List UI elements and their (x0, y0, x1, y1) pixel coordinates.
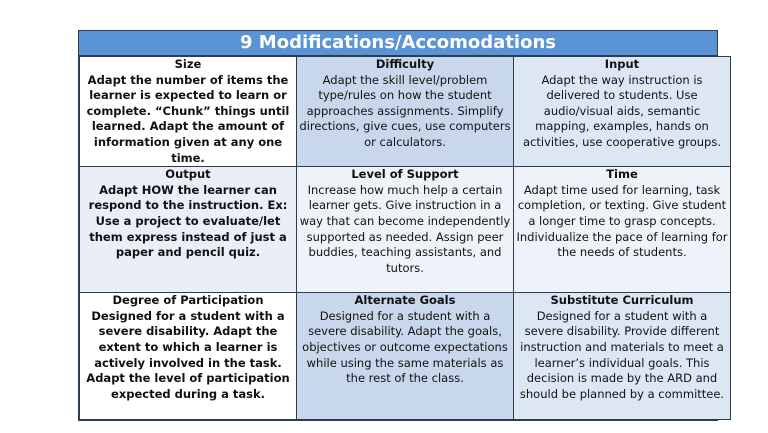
table-row (80, 57, 731, 167)
cell-heading: Difficulty (375, 57, 435, 71)
cell-heading: Time (606, 167, 638, 182)
cell-text: Adapt the skill level/problem type/rules on how the student approaches assignments. Simplify directions, give cues, use computers or calculators. (299, 72, 511, 149)
cell-text: Designed for a student with a severe disability. Adapt the goals, objectives or outcome expectations while using the same materials as the rest of the class. (302, 308, 508, 386)
table-row (80, 167, 731, 293)
cell-text: Adapt time used for learning, task completion, or texting. Give student a longer time to grasp concepts. Individualize the pace of learning for the needs of students. (516, 182, 728, 260)
cell-time (514, 167, 731, 293)
modifications-table (79, 56, 731, 420)
modifications-slide (78, 30, 728, 421)
cell-text: Adapt the way instruction is delivered to students. Use audio/visual aids, semantic mapping, examples, hands on activities, use cooperative groups. (523, 72, 721, 149)
cell-heading: Substitute Curriculum (550, 293, 694, 308)
cell-heading: Input (604, 57, 640, 71)
cell-text: Adapt the number of items the learner is expected to learn or complete. “Chunk” things until learned. Adapt the amount of information given at any one time. (86, 72, 290, 165)
cell-heading: Level of Support (351, 167, 459, 182)
cell-text: Designed for a student with a severe disability. Adapt the extent to which a learner is actively involved in the task. Adapt the level of participation expected during a task. (86, 308, 290, 401)
cell-level-of-support (297, 167, 514, 293)
cell-difficulty (297, 57, 514, 167)
cell-heading: Output (165, 167, 211, 182)
cell-text: Adapt HOW the learner can respond to the instruction. Ex: Use a project to evaluate/let them express instead of just a paper and pencil quiz. (88, 182, 288, 260)
cell-heading: Size (174, 57, 202, 71)
cell-text: Designed for a student with a severe disability. Provide different instruction and materials to meet a learner’s individual goals. This decision is made by the ARD and should be planned by a committee. (519, 308, 725, 401)
cell-alternate-goals (297, 293, 514, 420)
cell-substitute-curriculum (514, 293, 731, 420)
cell-size (80, 57, 297, 167)
cell-output (80, 167, 297, 293)
cell-input (514, 57, 731, 167)
slide-title: 9 Modifications/Accomodations (79, 31, 717, 56)
cell-text: Increase how much help a certain learner gets. Give instruction in a way that can become independently supported as needed. Assign peer buddies, teaching assistants, and tutors. (299, 182, 511, 275)
table-row (80, 293, 731, 420)
cell-heading: Degree of Participation (112, 293, 264, 308)
cell-heading: Alternate Goals (354, 293, 456, 308)
cell-degree-of-participation (80, 293, 297, 420)
